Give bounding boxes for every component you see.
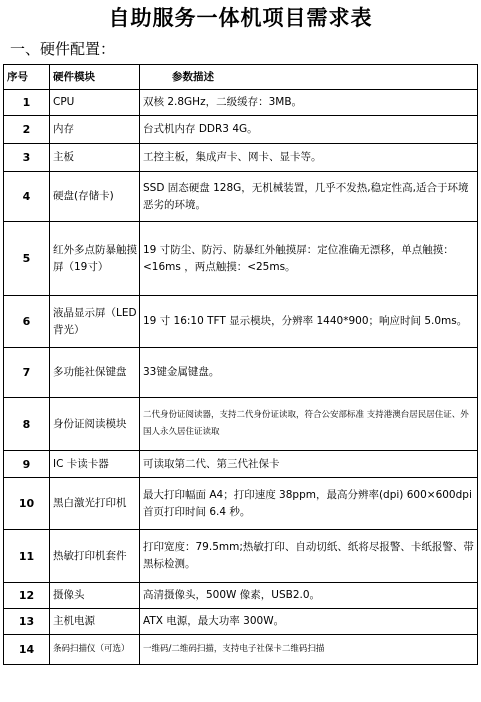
row-desc: 一维码/二维码扫描，支持电子社保卡二维码扫描 xyxy=(140,635,478,665)
table-row xyxy=(4,90,478,116)
table-row xyxy=(4,583,478,609)
row-desc: 可读取第二代、第三代社保卡 xyxy=(140,451,478,478)
row-desc: 双核 2.8GHz，二级缓存：3MB。 xyxy=(140,90,478,116)
row-module: IC 卡读卡器 xyxy=(50,451,140,478)
row-no: 2 xyxy=(4,116,50,144)
row-module: 条码扫描仪（可选） xyxy=(50,635,140,665)
row-module: 硬盘(存储卡) xyxy=(50,172,140,222)
row-desc: 最大打印幅面 A4；打印速度 38ppm，最高分辨率(dpi) 600×600dpi 首页打印时间 6.4 秒。 xyxy=(140,478,478,530)
table-row xyxy=(4,398,478,451)
table-row xyxy=(4,530,478,583)
header-no: 序号 xyxy=(4,65,50,90)
table-row xyxy=(4,222,478,296)
row-desc: 33键金属键盘。 xyxy=(140,348,478,398)
row-module: 液晶显示屏（LED 背光） xyxy=(50,296,140,348)
header-desc: 参数描述 xyxy=(140,65,478,90)
section-heading: 一、硬件配置： xyxy=(10,40,116,58)
row-desc: ATX 电源，最大功率 300W。 xyxy=(140,609,478,635)
row-module: 摄像头 xyxy=(50,583,140,609)
row-no: 6 xyxy=(4,296,50,348)
row-desc: 台式机内存 DDR3 4G。 xyxy=(140,116,478,144)
table-header-row xyxy=(4,65,478,90)
hardware-spec-table xyxy=(3,64,478,665)
row-module: 内存 xyxy=(50,116,140,144)
row-desc: 19 寸防尘、防污、防暴红外触摸屏：定位准确无漂移，单点触摸：<16ms ，两点触摸：<25ms。 xyxy=(140,222,478,296)
row-module: 热敏打印机套件 xyxy=(50,530,140,583)
row-module: 主机电源 xyxy=(50,609,140,635)
row-desc: 打印宽度：79.5mm;热敏打印、自动切纸、纸将尽报警、卡纸报警、带黑标检测。 xyxy=(140,530,478,583)
row-no: 13 xyxy=(4,609,50,635)
table-row xyxy=(4,635,478,665)
row-module: 多功能社保键盘 xyxy=(50,348,140,398)
row-desc: 19 寸 16:10 TFT 显示模块，分辨率 1440*900；响应时间 5.0ms。 xyxy=(140,296,478,348)
table-row xyxy=(4,296,478,348)
table-row xyxy=(4,609,478,635)
row-module: 身份证阅读模块 xyxy=(50,398,140,451)
row-module: CPU xyxy=(50,90,140,116)
row-no: 12 xyxy=(4,583,50,609)
row-no: 14 xyxy=(4,635,50,665)
table-row xyxy=(4,116,478,144)
row-desc: 高清摄像头，500W 像素，USB2.0。 xyxy=(140,583,478,609)
row-no: 8 xyxy=(4,398,50,451)
row-no: 4 xyxy=(4,172,50,222)
row-no: 7 xyxy=(4,348,50,398)
row-module: 主板 xyxy=(50,144,140,172)
row-no: 5 xyxy=(4,222,50,296)
table-row xyxy=(4,478,478,530)
row-no: 11 xyxy=(4,530,50,583)
row-no: 3 xyxy=(4,144,50,172)
row-desc: 工控主板，集成声卡、网卡、显卡等。 xyxy=(140,144,478,172)
row-desc: SSD 固态硬盘 128G，无机械装置，几乎不发热,稳定性高,适合于环境恶劣的环境。 xyxy=(140,172,478,222)
row-no: 1 xyxy=(4,90,50,116)
row-module: 黑白激光打印机 xyxy=(50,478,140,530)
table-row xyxy=(4,144,478,172)
header-module: 硬件模块 xyxy=(50,65,140,90)
table-row xyxy=(4,348,478,398)
row-desc: 二代身份证阅读器，支持二代身份证读取，符合公安部标准 支持港澳台居民居住证、外国人永久居住证读取 xyxy=(140,398,478,451)
row-no: 9 xyxy=(4,451,50,478)
row-no: 10 xyxy=(4,478,50,530)
document-title: 自助服务一体机项目需求表 xyxy=(108,5,373,30)
row-module: 红外多点防暴触摸屏（19寸） xyxy=(50,222,140,296)
table-row xyxy=(4,451,478,478)
table-row xyxy=(4,172,478,222)
